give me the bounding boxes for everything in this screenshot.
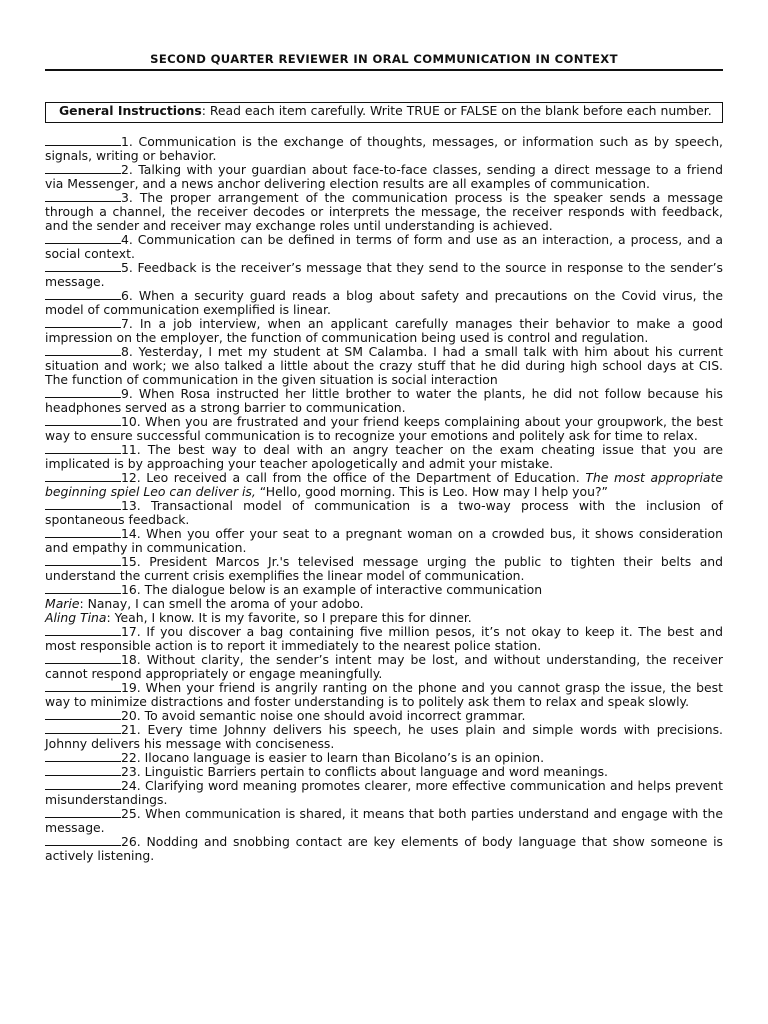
question-text: 4. Communication can be defined in terms of form and use as an interaction, a process, and a social context.: [45, 232, 723, 261]
general-instructions-box: [45, 102, 723, 123]
answer-blank[interactable]: [45, 471, 121, 482]
reviewer-page: [45, 52, 723, 863]
answer-blank[interactable]: [45, 625, 121, 636]
question-item: [45, 625, 723, 653]
answer-blank[interactable]: [45, 499, 121, 510]
question-item: [45, 191, 723, 233]
question-text: 10. When you are frustrated and your friend keeps complaining about your groupwork, the best way to ensure successful communication is to recognize your emotions and politely ask for time to relax.: [45, 414, 723, 443]
page-title: SECOND QUARTER REVIEWER IN ORAL COMMUNICATION IN CONTEXT: [45, 52, 723, 71]
question-text: 9. When Rosa instructed her little brother to water the plants, he did not follow because his headphones served as a strong barrier to communication.: [45, 386, 723, 415]
answer-blank[interactable]: [45, 191, 121, 202]
question-item: [45, 289, 723, 317]
answer-blank[interactable]: [45, 233, 121, 244]
question-item: [45, 765, 723, 779]
answer-blank[interactable]: [45, 555, 121, 566]
question-item: [45, 779, 723, 807]
question-text: 11. The best way to deal with an angry teacher on the exam cheating issue that you are implicated is by approaching your teacher apologetically and admit your mistake.: [45, 442, 723, 471]
question-text: 18. Without clarity, the sender’s intent may be lost, and without understanding, the receiver cannot respond appropriately or engage meaningfully.: [45, 652, 723, 681]
dialogue-line: [45, 597, 723, 611]
question-item: [45, 835, 723, 863]
question-item: [45, 261, 723, 289]
question-item: [45, 807, 723, 835]
answer-blank[interactable]: [45, 135, 121, 146]
question-text: 26. Nodding and snobbing contact are key elements of body language that show someone is actively listening.: [45, 834, 723, 863]
question-item: [45, 345, 723, 387]
question-text: 22. Ilocano language is easier to learn than Bicolano’s is an opinion.: [121, 750, 545, 765]
question-item: [45, 583, 723, 597]
question-item: [45, 163, 723, 191]
answer-blank[interactable]: [45, 443, 121, 454]
question-text: 21. Every time Johnny delivers his speech, he uses plain and simple words with precisions. Johnny delivers his message with conciseness.: [45, 722, 723, 751]
dialogue-line: [45, 611, 723, 625]
question-item: [45, 233, 723, 261]
question-item: [45, 317, 723, 345]
question-item: [45, 527, 723, 555]
question-item: [45, 751, 723, 765]
answer-blank[interactable]: [45, 415, 121, 426]
question-item: [45, 471, 723, 499]
answer-blank[interactable]: [45, 709, 121, 720]
question-item: [45, 709, 723, 723]
answer-blank[interactable]: [45, 261, 121, 272]
question-text: 19. When your friend is angrily ranting on the phone and you cannot grasp the issue, the best way to minimize distractions and foster understanding is to politely ask them to relax and speak slowly.: [45, 680, 723, 709]
question-text: 7. In a job interview, when an applicant carefully manages their behavior to make a good impression on the employer, the function of communication being used is control and regulation.: [45, 316, 723, 345]
instructions-text: : Read each item carefully. Write TRUE or FALSE on the blank before each number.: [201, 103, 712, 118]
question-text: 6. When a security guard reads a blog about safety and precautions on the Covid virus, the model of communication exemplified is linear.: [45, 288, 723, 317]
question-text: 15. President Marcos Jr.'s televised message urging the public to tighten their belts and understand the current crisis exemplifies the linear model of communication.: [45, 554, 723, 583]
question-italic-text: The most appropriate beginning spiel Leo can deliver is,: [45, 470, 723, 499]
answer-blank[interactable]: [45, 163, 121, 174]
question-text: 1. Communication is the exchange of thoughts, messages, or information such as by speech, signals, writing or behavior.: [45, 134, 723, 163]
question-item: [45, 135, 723, 163]
answer-blank[interactable]: [45, 765, 121, 776]
answer-blank[interactable]: [45, 807, 121, 818]
question-item: [45, 499, 723, 527]
question-text: 16. The dialogue below is an example of interactive communication: [121, 582, 543, 597]
dialogue-text: : Yeah, I know. It is my favorite, so I prepare this for dinner.: [106, 610, 472, 625]
answer-blank[interactable]: [45, 345, 121, 356]
answer-blank[interactable]: [45, 835, 121, 846]
answer-blank[interactable]: [45, 387, 121, 398]
question-text: 17. If you discover a bag containing five million pesos, it’s not okay to keep it. The best and most responsible action is to report it immediately to the nearest police station.: [45, 624, 723, 653]
question-item: [45, 443, 723, 471]
instructions-label: General Instructions: [59, 103, 202, 118]
answer-blank[interactable]: [45, 317, 121, 328]
question-item: [45, 387, 723, 415]
question-text: 5. Feedback is the receiver’s message that they send to the source in response to the sender’s message.: [45, 260, 723, 289]
question-text: 2. Talking with your guardian about face-to-face classes, sending a direct message to a friend via Messenger, and a news anchor delivering election results are all examples of communication.: [45, 162, 723, 191]
question-list: [45, 135, 723, 863]
question-item: [45, 653, 723, 681]
dialogue-text: : Nanay, I can smell the aroma of your adobo.: [79, 596, 364, 611]
dialogue-speaker: Aling Tina: [45, 610, 107, 625]
answer-blank[interactable]: [45, 289, 121, 300]
dialogue-speaker: Marie: [45, 596, 80, 611]
answer-blank[interactable]: [45, 723, 121, 734]
question-text: 13. Transactional model of communication is a two-way process with the inclusion of spontaneous feedback.: [45, 498, 723, 527]
answer-blank[interactable]: [45, 779, 121, 790]
answer-blank[interactable]: [45, 527, 121, 538]
answer-blank[interactable]: [45, 583, 121, 594]
question-text: 25. When communication is shared, it means that both parties understand and engage with the message.: [45, 806, 723, 835]
question-item: [45, 555, 723, 583]
question-text: 20. To avoid semantic noise one should avoid incorrect grammar.: [121, 708, 526, 723]
question-item: [45, 415, 723, 443]
question-text: 12. Leo received a call from the office of the Department of Education.: [121, 470, 586, 485]
answer-blank[interactable]: [45, 681, 121, 692]
answer-blank[interactable]: [45, 751, 121, 762]
answer-blank[interactable]: [45, 653, 121, 664]
question-text: 14. When you offer your seat to a pregnant woman on a crowded bus, it shows consideration and empathy in communication.: [45, 526, 723, 555]
question-quote-text: “Hello, good morning. This is Leo. How may I help you?”: [255, 484, 608, 499]
question-item: [45, 681, 723, 709]
question-item: [45, 723, 723, 751]
question-text: 8. Yesterday, I met my student at SM Calamba. I had a small talk with him about his current situation and work; we also talked a little about the crazy stuff that he did during high school days at CIS. The function of communication in the given situation is social interaction: [45, 344, 723, 387]
question-text: 3. The proper arrangement of the communication process is the speaker sends a message through a channel, the receiver decodes or interprets the message, the receiver responds with feedback, and the sender and receiver may exchange roles until understanding is achieved.: [45, 190, 723, 233]
question-text: 23. Linguistic Barriers pertain to conflicts about language and word meanings.: [121, 764, 608, 779]
question-text: 24. Clarifying word meaning promotes clearer, more effective communication and helps prevent misunderstandings.: [45, 778, 723, 807]
